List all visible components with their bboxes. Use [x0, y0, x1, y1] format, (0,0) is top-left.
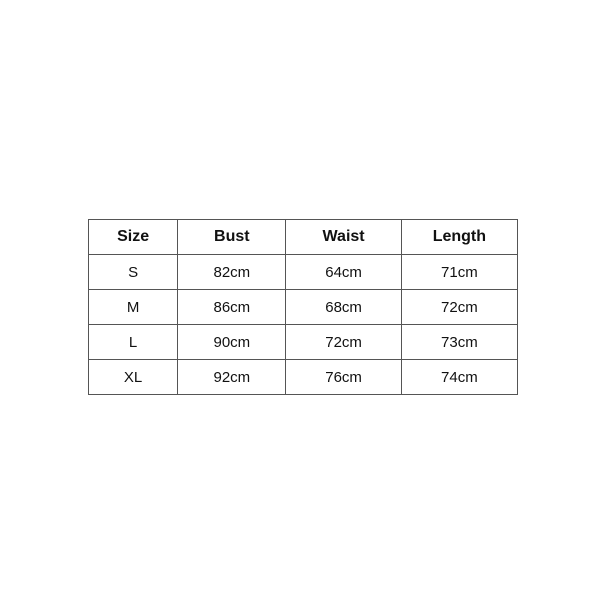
cell-size: XL	[89, 360, 178, 395]
size-chart-table	[88, 219, 518, 395]
header-row	[89, 220, 518, 255]
header-bust: Bust	[178, 220, 286, 255]
cell-length: 71cm	[401, 255, 517, 290]
header-waist: Waist	[286, 220, 401, 255]
cell-waist: 64cm	[286, 255, 401, 290]
cell-waist: 72cm	[286, 325, 401, 360]
cell-waist: 68cm	[286, 290, 401, 325]
table-row	[89, 290, 518, 325]
cell-bust: 92cm	[178, 360, 286, 395]
size-chart-header	[89, 220, 518, 255]
cell-bust: 82cm	[178, 255, 286, 290]
table-row	[89, 325, 518, 360]
cell-bust: 86cm	[178, 290, 286, 325]
cell-size: L	[89, 325, 178, 360]
cell-waist: 76cm	[286, 360, 401, 395]
table-row	[89, 255, 518, 290]
header-size: Size	[89, 220, 178, 255]
cell-length: 74cm	[401, 360, 517, 395]
cell-size: M	[89, 290, 178, 325]
cell-size: S	[89, 255, 178, 290]
size-chart-body	[89, 255, 518, 395]
header-length: Length	[401, 220, 517, 255]
cell-length: 73cm	[401, 325, 517, 360]
table-row	[89, 360, 518, 395]
cell-length: 72cm	[401, 290, 517, 325]
cell-bust: 90cm	[178, 325, 286, 360]
